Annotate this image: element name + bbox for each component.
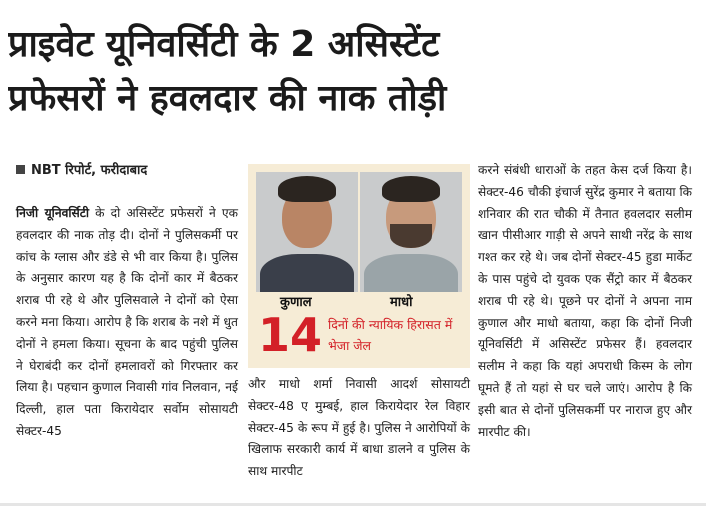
headline-line-1: प्राइवेट यूनिवर्सिटी के 2 असिस्टेंट — [8, 24, 440, 65]
photo-beard — [390, 224, 432, 248]
headline — [8, 18, 698, 126]
square-bullet-icon — [16, 165, 25, 174]
photo-madho — [360, 172, 462, 292]
photo-name-1: कुणाल — [280, 295, 312, 310]
photo-shirt — [364, 254, 458, 292]
byline-text: NBT रिपोर्ट, फरीदाबाद — [31, 163, 148, 178]
article-column-2: और माधो शर्मा निवासी आदर्श सोसायटी सेक्टर-48 ए मुम्बई, हाल किरायेदार रेल विहार सेक्टर-45 के रूप में हुई है। पुलिस ने आरोपियों के खिलाफ सरकारी कार्य में बाधा डालने व पुलिस के साथ मारपीट — [248, 377, 470, 479]
photo-hair — [278, 176, 336, 202]
article-column-1 — [16, 203, 238, 443]
photo-name-2: माधो — [390, 295, 413, 310]
photo-box — [248, 164, 470, 368]
byline — [16, 160, 147, 178]
photo-shirt — [260, 254, 354, 292]
big-number: 14 — [258, 308, 323, 362]
article-column-3: करने संबंधी धाराओं के तहत केस दर्ज किया है। सेक्टर-46 चौकी इंचार्ज सुरेंद्र कुमार ने बताया कि शनिवार की रात चौकी में तैनात हवलदार सलीम खान पीसीआर गाड़ी से अपने साथी नरेंद्र के साथ गश्त कर रहे थे। जब दोनों सेक्टर-45 हुडा मार्केट के पास पहुंचे दो युवक एक सैंट्रो कार में बैठकर शराब पी रहे थे। पूछने पर दोनों ने अपना नाम कुणाल और माधो बताया, कहा कि दोनों निजी यूनिवर्सिटी में असिस्टेंट प्रफेसर हैं। हवलदार सलीम ने कहा कि यहां अपराधी किस्म के लोग घूमते हैं तो यहां से घर चले जाएं। आरोप है कि इसी बात से दोनों पुलिसकर्मी पर नाराज हुए और मारपीट की। — [478, 163, 692, 439]
photo-hair — [382, 176, 440, 202]
photo-kunal — [256, 172, 358, 292]
photo-caption: दिनों की न्यायिक हिरासत में भेजा जेल — [328, 317, 453, 353]
column-1-text: के दो असिस्टेंट प्रफेसरों ने एक हवलदार की नाक तोड़ दी। दोनों ने पुलिसकर्मी पर कांच के ग्लास और डंडे से भी वार किया है। पुलिस के अनुसार कारण यह है कि दोनों कार में बैठकर शराब पी रहे थे और पुलिसवाले ने दोनों को ऐसा करने मना किया। आरोप है कि शराब के नशे में धुत दोनों ने हमला किया। सूचना के बाद पहुंची पुलिस ने घेराबंदी कर दोनों हमलावरों को गिरफ्तार कर लिया है। पहचान कुणाल निवासी गांव निलवान, नई दिल्ली, हाल पता किरायेदार सर्वोम सोसायटी सेक्टर-45 — [16, 206, 238, 438]
lead-text: निजी यूनिवर्सिटी — [16, 206, 90, 220]
headline-line-2: प्रफेसरों ने हवलदार की नाक तोड़ी — [8, 78, 447, 119]
